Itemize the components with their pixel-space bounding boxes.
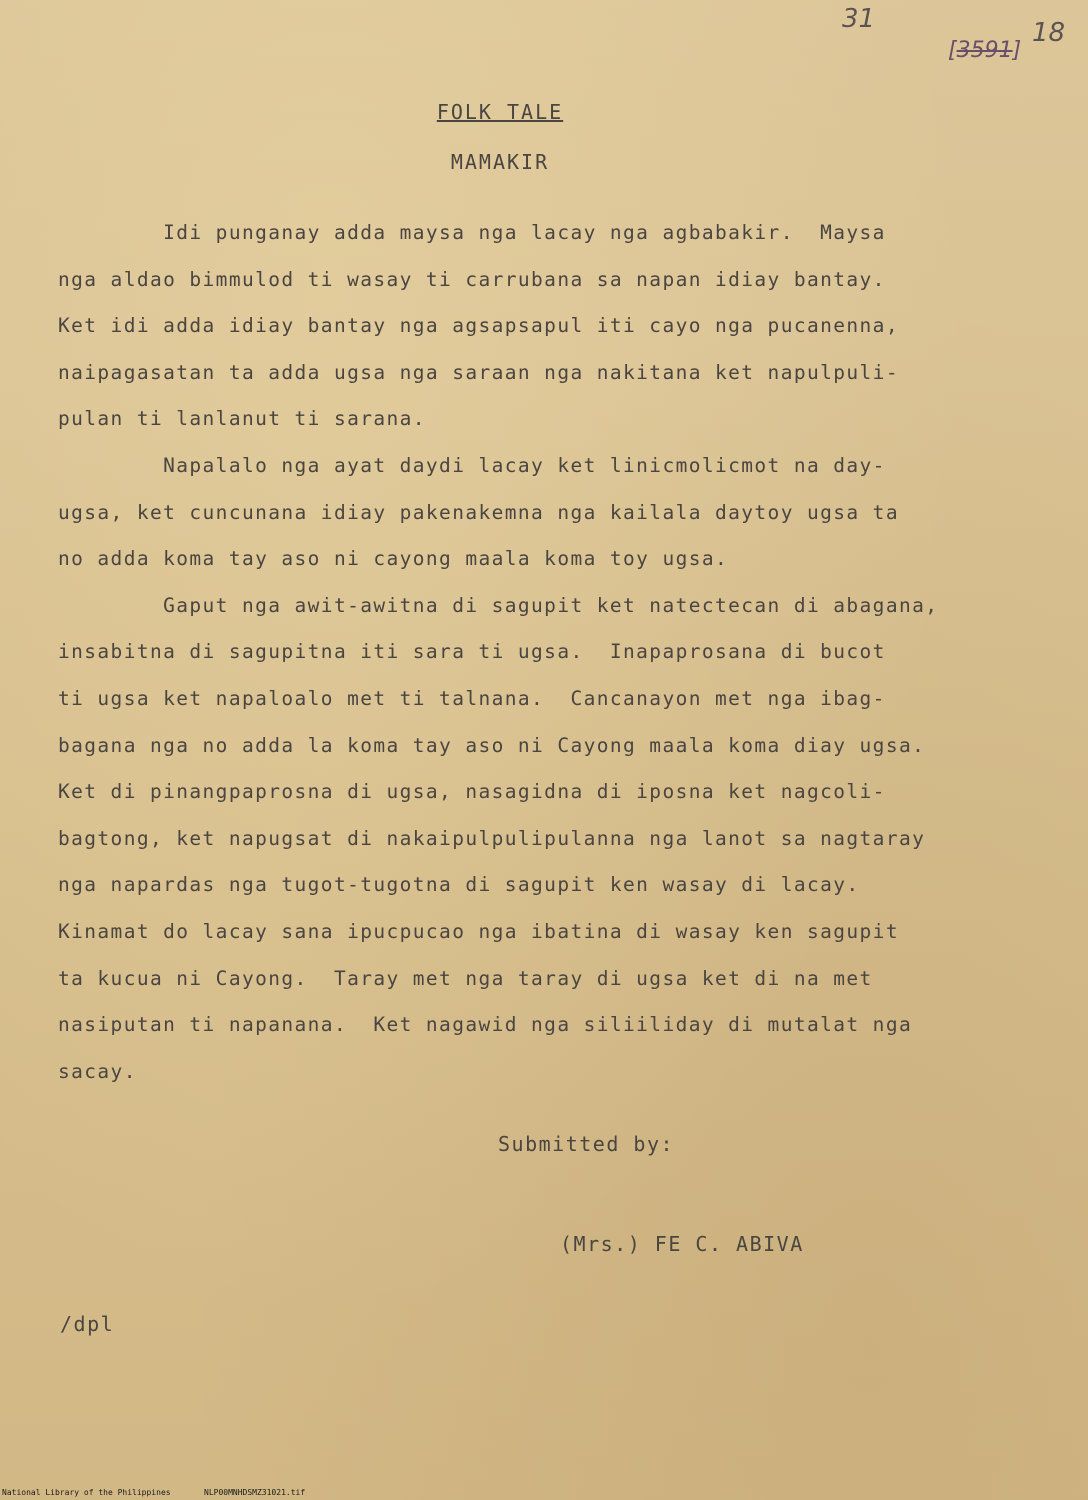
story-line: insabitna di sagupitna iti sara ti ugsa. Inapaprosana di bucot bbox=[58, 640, 886, 664]
archive-ref-open: [ bbox=[948, 38, 957, 63]
story-line: ti ugsa ket napaloalo met ti talnana. Cancanayon met nga ibag- bbox=[58, 686, 886, 710]
story-line: ta kucua ni Cayong. Taray met nga taray di ugsa ket di na met bbox=[58, 966, 873, 990]
story-line: nasiputan ti napanana. Ket nagawid nga siliiliday di mutalat nga bbox=[58, 1013, 913, 1037]
story-line: bagana nga no adda la koma tay aso ni Cayong maala koma diay ugsa. bbox=[58, 733, 926, 757]
typist-initials: /dpl bbox=[60, 1312, 115, 1336]
library-name: National Library of the Philippines bbox=[2, 1488, 171, 1497]
story-line: nga napardas nga tugot-tugotna di sagupit ken wasay di lacay. bbox=[58, 873, 860, 897]
story-body bbox=[58, 210, 1018, 1095]
archive-ref-number: 3591 bbox=[956, 38, 1013, 63]
story-line: Gaput nga awit-awitna di sagupit ket natectecan di abagana, bbox=[58, 593, 939, 617]
story-line: Ket idi adda idiay bantay nga agsapsapul iti cayo nga pucanenna, bbox=[58, 314, 899, 338]
story-title: MAMAKIR bbox=[450, 150, 550, 174]
scan-filename: NLP00MNHDSMZ31021.tif bbox=[204, 1488, 306, 1497]
story-line: pulan ti lanlanut ti sarana. bbox=[58, 407, 426, 431]
archive-ref-close: ] bbox=[1012, 38, 1022, 63]
story-line: bagtong, ket napugsat di nakaipulpulipulanna nga lanot sa nagtaray bbox=[58, 826, 926, 850]
story-line: sacay. bbox=[58, 1059, 137, 1083]
story-line: no adda koma tay aso ni cayong maala koma toy ugsa. bbox=[58, 547, 729, 571]
submitter-name: (Mrs.) FE C. ABIVA bbox=[560, 1232, 804, 1256]
story-line: naipagasatan ta adda ugsa nga saraan nga nakitana ket napulpuli- bbox=[58, 360, 899, 384]
story-line: Ket di pinangpaprosna di ugsa, nasagidna di iposna ket nagcoli- bbox=[58, 780, 886, 804]
story-line: Kinamat do lacay sana ipucpucao nga ibatina di wasay ken sagupit bbox=[58, 919, 899, 943]
handwritten-folio-number: 18 bbox=[1032, 18, 1066, 48]
handwritten-page-number: 31 bbox=[842, 4, 876, 34]
story-line: Napalalo nga ayat daydi lacay ket linicmolicmot na day- bbox=[58, 453, 886, 477]
story-line: nga aldao bimmulod ti wasay ti carrubana sa napan idiay bantay. bbox=[58, 267, 886, 291]
submitted-by-label: Submitted by: bbox=[498, 1132, 675, 1156]
story-line: ugsa, ket cuncunana idiay pakenakemna nga kailala daytoy ugsa ta bbox=[58, 500, 899, 524]
scan-footer bbox=[0, 1486, 1088, 1500]
handwritten-archive-reference bbox=[948, 38, 1021, 63]
story-line: Idi punganay adda maysa nga lacay nga agbabakir. Maysa bbox=[58, 221, 886, 244]
document-title: FOLK TALE bbox=[436, 100, 564, 124]
